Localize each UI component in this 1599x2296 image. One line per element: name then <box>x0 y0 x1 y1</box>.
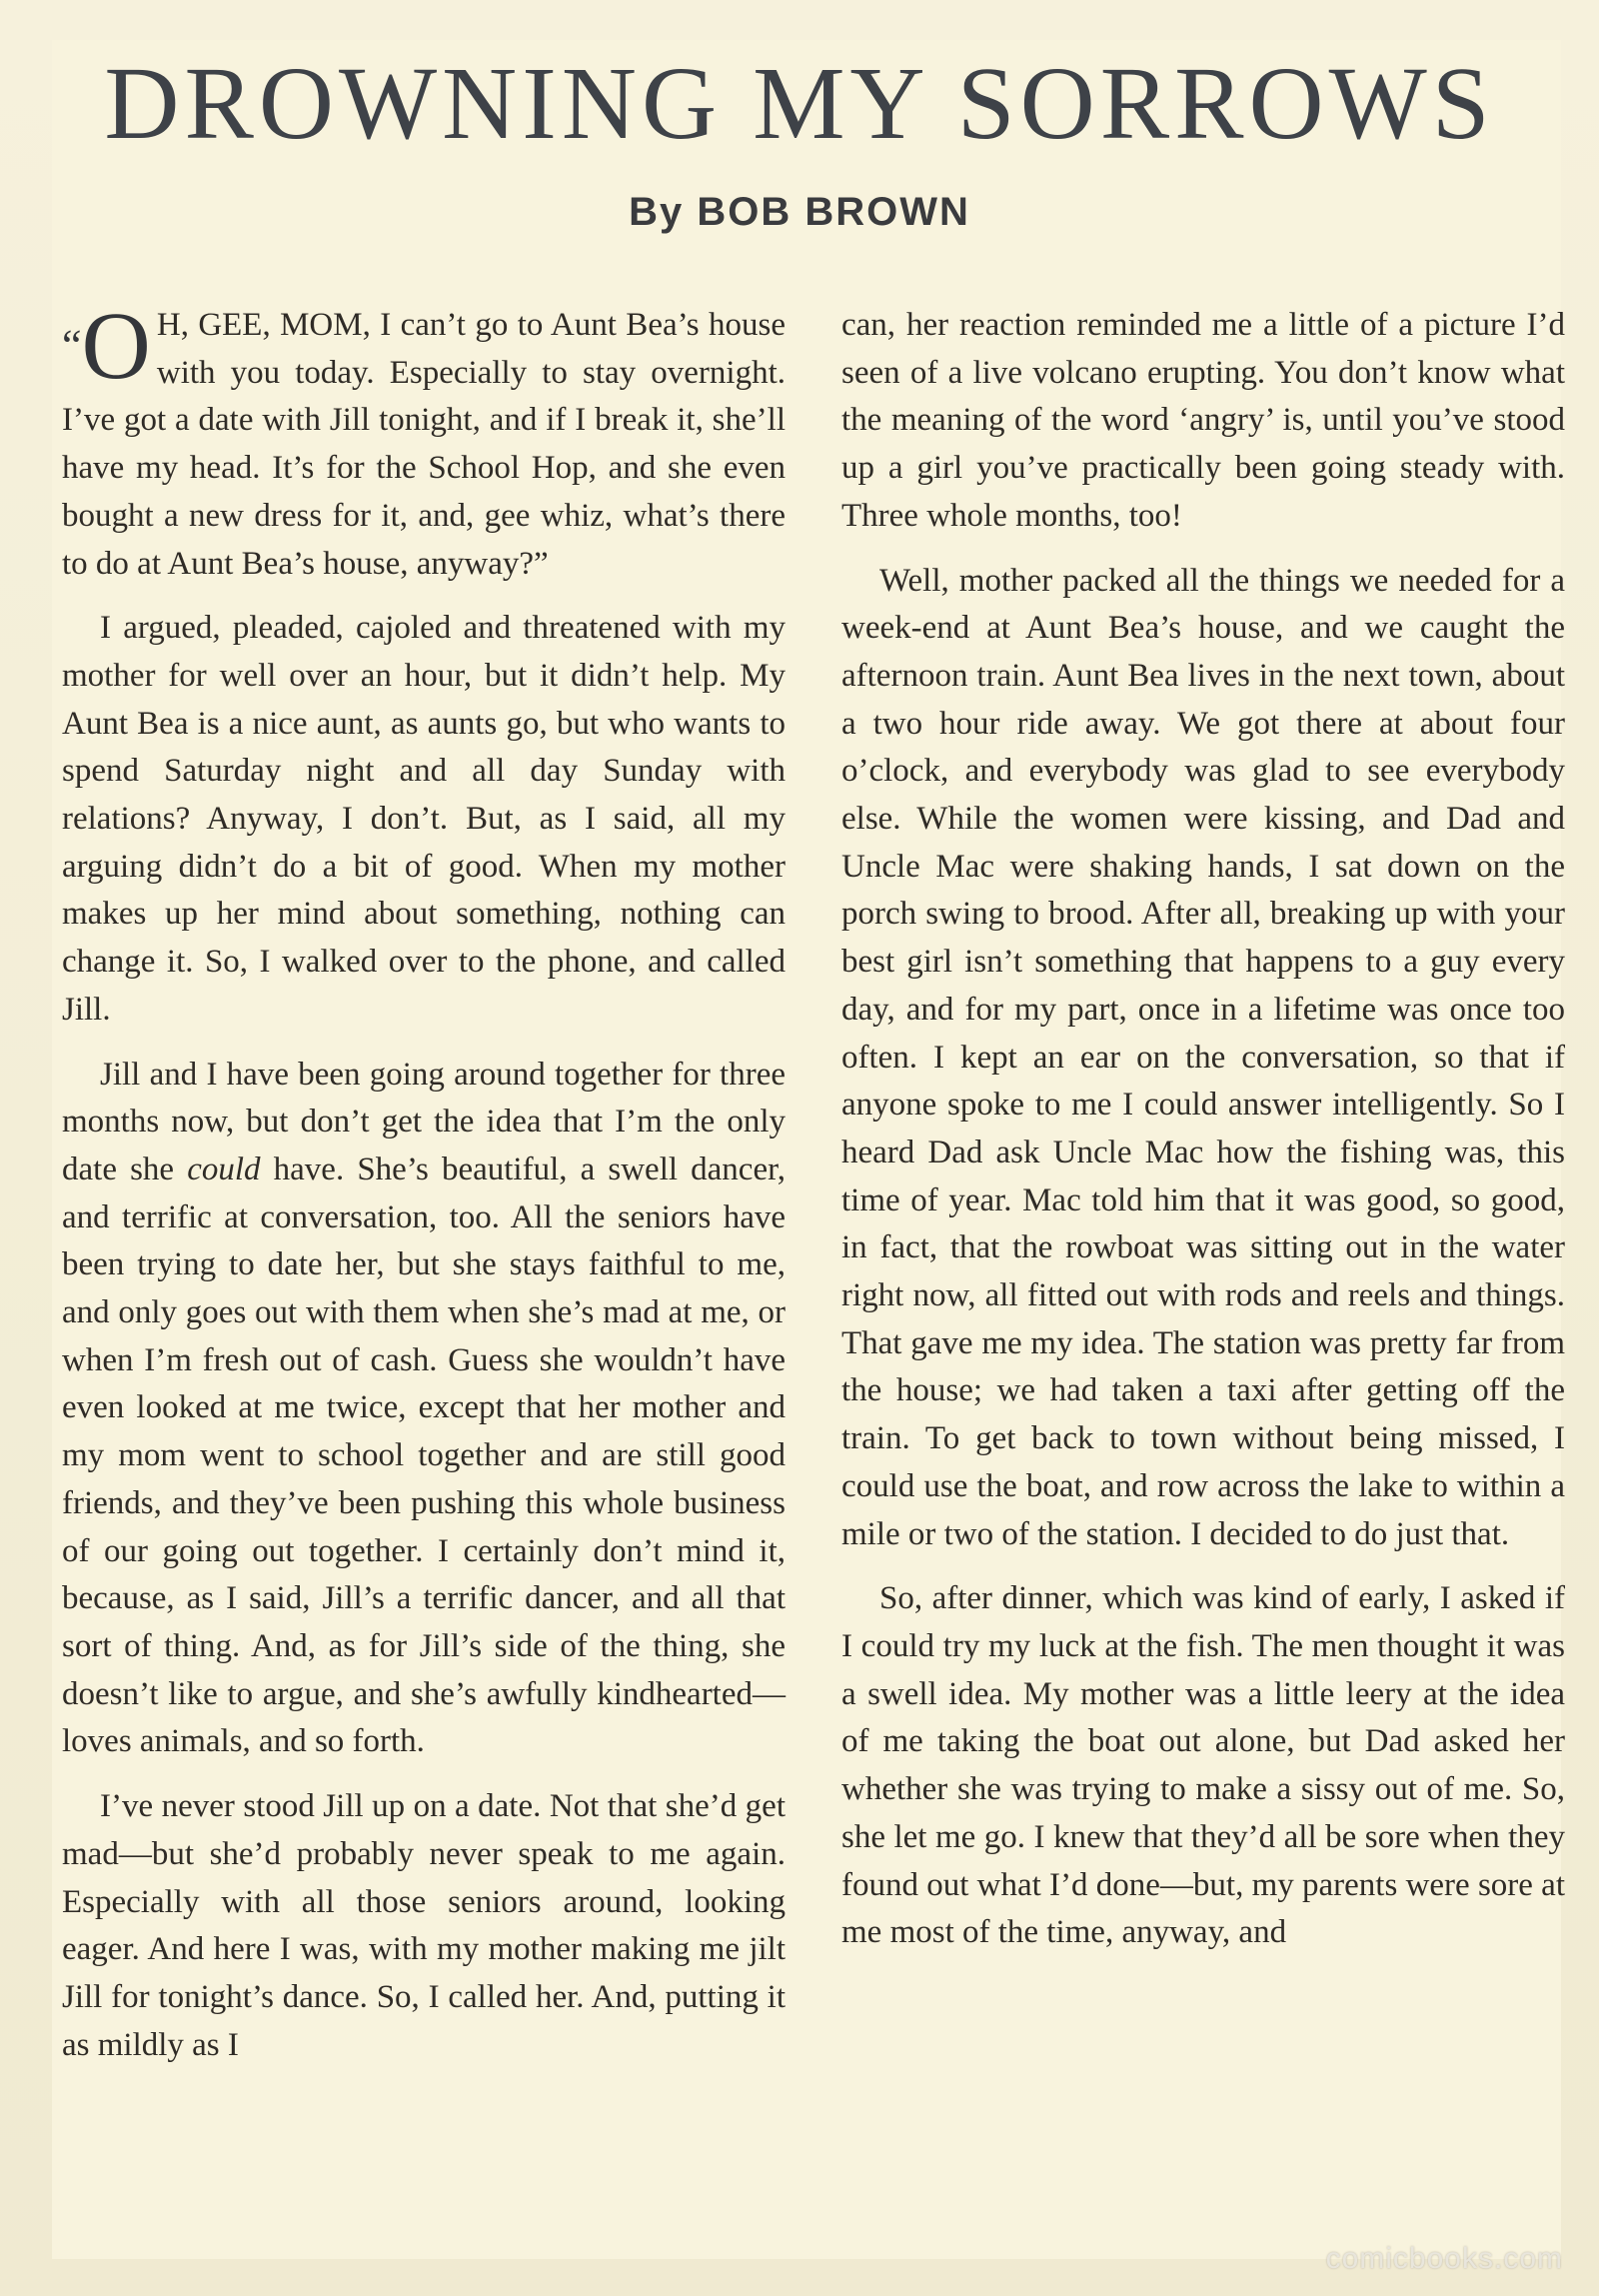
paragraph-3-emphasis: could <box>187 1150 261 1187</box>
paragraph-2: I argued, pleaded, cajoled and threatened with my mother for well over an hour, but it didn’t help. My Aunt Bea is a nice aunt, as aunts go, but who wants to spend Saturday night and all day Sunday with relations? Anyway, I don’t. But, as I said, all my arguing didn’t do a bit of good. When my mother makes up her mind about something, nothing can change it. So, I walked over to the phone, and called Jill. <box>62 610 786 1028</box>
paragraph-3 <box>62 1052 786 1767</box>
drop-cap-letter: O <box>81 292 151 399</box>
paragraph-3-before: Jill and I have been going around together for three months now, but don’t get the idea that I’m the only date she <box>62 1056 786 1187</box>
right-column <box>841 302 1565 1974</box>
opening-quote: “ <box>62 321 82 370</box>
paragraph-6: Well, mother packed all the things we needed for a week-end at Aunt Bea’s house, and we caught the afternoon train. Aunt Bea lives in the next town, about a two hour ride away. We got there at about four o’clock, and everybody was glad to see everybody else. While the women were kissing, and Dad and Uncle Mac were shaking hands, I sat down on the porch swing to brood. After all, breaking up with your best girl isn’t something that happens to a guy every day, and for my part, once in a lifetime was once too often. I kept an ear on the conversation, so that if anyone spoke to me I could answer intelligently. So I heard Dad ask Uncle Mac how the fishing was, this time of year. Mac told him that it was good, so good, in fact, that the rowboat was sitting out in the water right now, all fitted out with rods and reels and things. That gave me my idea. The station was pretty far from the house; we had taken a taxi after getting off the train. To get back to town without being missed, I could use the boat, and row across the lake to within a mile or two of the station. I decided to do just that. <box>841 562 1565 1552</box>
paragraph-1-text: H, GEE, MOM, I can’t go to Aunt Bea’s house with you today. Especially to stay overnight. I’ve got a date with Jill tonight, and if I break it, she’ll have my head. It’s for the School Hop, and she even bought a new dress for it, and, gee whiz, what’s there to do at Aunt Bea’s house, anyway?” <box>62 307 786 582</box>
paragraph-7: So, after dinner, which was kind of early, I asked if I could try my luck at the fish. The men thought it was a swell idea. My mother was a little leery at the idea of me taking the boat out alone, but Dad asked her whether she was trying to make a sissy out of me. So, she let me go. I knew that they’d all be sore when they found out what I’d done—but, my parents were sore at me most of the time, anyway, and <box>841 1580 1565 1951</box>
watermark: comicbooks.com <box>1325 2242 1563 2275</box>
article-title: DROWNING MY SORROWS <box>104 46 1495 161</box>
article-byline: By BOB BROWN <box>629 190 970 234</box>
paragraph-3-after: have. She’s beautiful, a swell dancer, and terrific at conversation, too. All the seniors have been trying to date her, but she stays faithful to me, and only goes out with them when she’s mad at me, or when I’m fresh out of cash. Guess she wouldn’t have even looked at me twice, except that her mother and my mom went to school together and are still good friends, and they’ve been pushing this whole business of our going out together. I certainly don’t mind it, because, as I said, Jill’s a terrific dancer, and all that sort of thing. And, as for Jill’s side of the thing, she doesn’t like to argue, and she’s awfully kindhearted—loves animals, and so forth. <box>62 1150 787 1760</box>
drop-cap <box>62 292 151 399</box>
left-column <box>62 292 787 2086</box>
paragraph-1 <box>62 292 786 588</box>
paragraph-5: can, her reaction reminded me a little of a picture I’d seen of a live volcano erupting. You don’t know what the meaning of the word ‘angry’ is, until you’ve stood up a girl you’ve practically been going steady with. Three whole months, too! <box>841 307 1565 534</box>
paragraph-4: I’ve never stood Jill up on a date. Not that she’d get mad—but she’d probably never speak to me again. Especially with all those seniors around, looking eager. And here I was, with my mother making me jilt Jill for tonight’s dance. So, I called her. And, putting it as mildly as I <box>62 1788 786 2063</box>
